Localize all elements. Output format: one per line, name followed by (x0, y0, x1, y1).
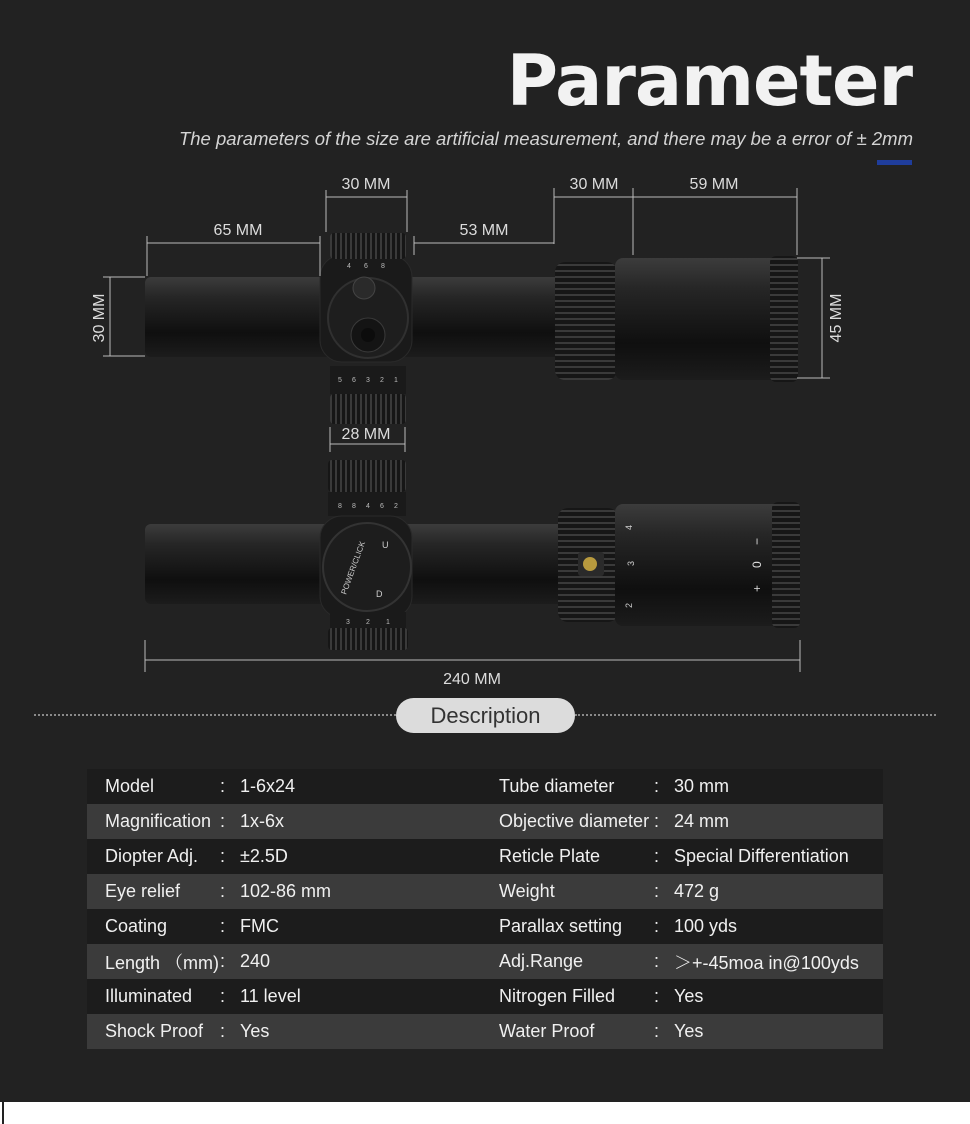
mag-number: 2 (624, 602, 634, 608)
page-title: Parameter (506, 40, 912, 122)
spec-value: 100 yds (674, 909, 883, 944)
spec-separator: : (654, 979, 674, 1014)
eyepiece-knurl (770, 256, 798, 382)
mag-number: 4 (624, 524, 634, 530)
spec-label: Length （mm) (87, 944, 220, 979)
turret-number: 6 (352, 377, 356, 384)
battery-cap (353, 277, 375, 299)
dim-eyepiece-ring: 30 MM (569, 176, 619, 193)
spec-label: Eye relief (87, 874, 220, 909)
spec-separator: : (654, 839, 674, 874)
spec-label: Nitrogen Filled (499, 979, 654, 1014)
spec-value: ±2.5D (240, 839, 499, 874)
spec-label: Adj.Range (499, 944, 654, 979)
spec-label: Objective diameter (499, 804, 654, 839)
parallax-mark: − (750, 537, 764, 545)
parallax-mark: + (750, 584, 764, 592)
spec-row (87, 839, 883, 874)
dim-mid-tube: 53 MM (459, 222, 509, 239)
eyepiece-housing (615, 504, 795, 626)
spec-separator: : (654, 1014, 674, 1049)
throw-lever-screw (583, 557, 597, 571)
description-heading: Description (396, 698, 575, 733)
illum-dial-text: POWER/CLICK (339, 539, 368, 596)
spec-label: Shock Proof (87, 1014, 220, 1049)
spec-value: Yes (674, 1014, 883, 1049)
dim-objective-length: 59 MM (689, 176, 739, 193)
spec-separator: : (220, 1014, 240, 1049)
spec-label: Weight (499, 874, 654, 909)
spec-separator: : (654, 769, 674, 804)
spec-row (87, 979, 883, 1014)
spec-value: 30 mm (674, 769, 883, 804)
spec-label: Water Proof (499, 1014, 654, 1049)
spec-label: Magnification (87, 804, 220, 839)
spec-label: Diopter Adj. (87, 839, 220, 874)
illum-dial (323, 523, 411, 611)
magnification-ring (555, 262, 617, 380)
spec-row (87, 804, 883, 839)
spec-label: Model (87, 769, 220, 804)
spec-table (87, 769, 883, 1049)
spec-label: Coating (87, 909, 220, 944)
spec-separator: : (220, 839, 240, 874)
elevation-turret (330, 233, 406, 259)
dim-rear-tube: 65 MM (213, 222, 263, 239)
spec-label: Reticle Plate (499, 839, 654, 874)
illum-mark-up: U (382, 540, 389, 550)
turret-number: 1 (386, 619, 390, 626)
dim-side-turret: 28 MM (341, 426, 391, 443)
turret-number: 8 (352, 503, 356, 510)
turret-number: 2 (394, 503, 398, 510)
spec-value: Yes (674, 979, 883, 1014)
divider-left (34, 714, 396, 716)
turret-number: 2 (366, 619, 370, 626)
dim-turret-width: 30 MM (341, 176, 391, 193)
top-turret (328, 460, 406, 492)
turret-number: 8 (338, 503, 342, 510)
dim-objective-diameter: 45 MM (828, 293, 845, 343)
spec-row (87, 1014, 883, 1049)
turret-number: 8 (381, 263, 385, 270)
mid-tube (400, 277, 565, 357)
spec-separator: : (220, 979, 240, 1014)
spec-value: 11 level (240, 979, 499, 1014)
scope-top-view (145, 233, 798, 424)
spec-separator: : (654, 874, 674, 909)
total-length-line (145, 640, 800, 672)
spec-value: FMC (240, 909, 499, 944)
divider-right (575, 714, 936, 716)
spec-value: ＞+-45moa in@100yds (674, 944, 883, 979)
turret-number: 6 (364, 263, 368, 270)
spec-value: 1-6x24 (240, 769, 499, 804)
turret-number: 2 (380, 377, 384, 384)
spec-separator: : (654, 944, 674, 979)
scope-side-view (145, 460, 800, 650)
bottom-turret (328, 628, 408, 650)
spec-row (87, 944, 883, 979)
rear-tube (145, 524, 335, 604)
turret-number: 5 (338, 377, 342, 384)
spec-value: 24 mm (674, 804, 883, 839)
windage-turret (330, 394, 406, 424)
dim-tube-diameter: 30 MM (91, 293, 108, 343)
spec-row (87, 769, 883, 804)
turret-number: 1 (394, 377, 398, 384)
parallax-mark: 0 (750, 561, 764, 568)
spec-value: 240 (240, 944, 499, 979)
spec-row (87, 874, 883, 909)
turret-number: 4 (366, 503, 370, 510)
turret-number: 6 (380, 503, 384, 510)
turret-number: 4 (347, 263, 351, 270)
spec-separator: : (220, 909, 240, 944)
spec-value: 102-86 mm (240, 874, 499, 909)
turret-number: 3 (346, 619, 350, 626)
spec-separator: : (220, 874, 240, 909)
mid-tube (400, 524, 565, 604)
spec-row (87, 909, 883, 944)
spec-label: Tube diameter (499, 769, 654, 804)
spec-value: 1x-6x (240, 804, 499, 839)
spec-separator: : (220, 804, 240, 839)
page-subtitle: The parameters of the size are artificial measurement, and there may be a error of ± 2mm (178, 128, 913, 149)
spec-separator: : (220, 769, 240, 804)
spec-value: Special Differentiation (674, 839, 883, 874)
rear-tube (145, 277, 335, 357)
bottom-strip (0, 1102, 970, 1124)
dim-total-length: 240 MM (443, 671, 501, 688)
spec-separator: : (654, 804, 674, 839)
turret-number: 3 (366, 377, 370, 384)
eyepiece-housing (615, 258, 795, 380)
illum-mark-down: D (376, 589, 383, 599)
eyepiece-knurl (772, 502, 800, 628)
spec-label: Illuminated (87, 979, 220, 1014)
spec-separator: : (654, 909, 674, 944)
spec-value: 472 g (674, 874, 883, 909)
spec-separator: : (220, 944, 240, 979)
mag-number: 3 (626, 560, 636, 566)
spec-value: Yes (240, 1014, 499, 1049)
spec-label: Parallax setting (499, 909, 654, 944)
